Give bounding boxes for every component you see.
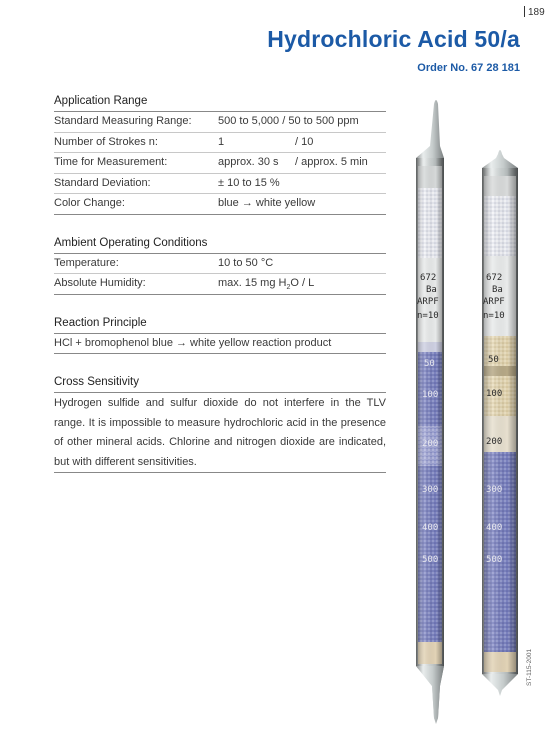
table-row	[54, 274, 386, 295]
reaction-principle-section	[54, 314, 386, 355]
ambient-conditions-section	[54, 234, 386, 295]
scale-mark: 300	[486, 485, 503, 495]
reaction-text	[54, 334, 386, 355]
scale-mark: 100	[486, 389, 503, 399]
row-value	[218, 133, 386, 153]
row-value: 10 to 50 °C	[218, 256, 274, 269]
humidity-post: O / L	[290, 277, 315, 289]
scale-mark: 200	[422, 439, 439, 449]
row-value-b: / 10	[295, 135, 314, 148]
left-tube	[416, 100, 444, 724]
scale-mark: 400	[486, 523, 503, 533]
page-number-text: 189	[528, 7, 545, 18]
table-row	[54, 153, 386, 174]
page-number	[524, 6, 545, 18]
row-value: blue → white yellow	[218, 197, 316, 209]
row-label: Temperature:	[54, 256, 119, 269]
humidity-sub: 2	[286, 284, 291, 292]
tube-label-line: Ba	[426, 285, 437, 295]
right-tube	[482, 150, 518, 696]
scale-mark: 200	[486, 437, 503, 447]
table-row	[54, 254, 386, 275]
scale-mark: 500	[422, 555, 439, 565]
spec-content	[54, 92, 386, 492]
row-value-a: 1	[218, 135, 225, 148]
scale-mark: 50	[488, 355, 499, 365]
scale-mark: 400	[422, 523, 439, 533]
row-label: Number of Strokes n:	[54, 135, 158, 148]
reaction-value: HCl + bromophenol blue → white yellow reaction product	[54, 336, 332, 349]
tube-label-line: 672	[420, 273, 437, 283]
scale-mark: 100	[422, 390, 439, 400]
row-value-a: approx. 30 s	[218, 156, 279, 168]
row-label: Color Change:	[54, 197, 125, 209]
detector-tubes-image	[396, 96, 536, 726]
table-row	[54, 174, 386, 195]
tube-label-line: 672	[486, 273, 503, 283]
tube-label-line: ARPF	[417, 297, 439, 307]
left-tube-label	[417, 273, 439, 321]
row-label: Time for Measurement:	[54, 156, 168, 168]
application-range-section	[54, 92, 386, 215]
tube-label-line: n=10	[483, 311, 505, 321]
humidity-pre: max. 15 mg H	[218, 277, 287, 289]
scale-mark: 50	[424, 359, 435, 369]
figure-code: ST-115-2001	[526, 648, 533, 686]
table-row	[54, 112, 386, 133]
cross-sensitivity-text: Hydrogen sulfide and sulfur dioxide do not interfere in the TLV range. It is impossible to measure hydrochloric acid in the presence of other mineral acids. Chlorine and nitrogen dioxide are indicated, but with different sensitivities.	[54, 393, 386, 473]
section-heading: Cross Sensitivity	[54, 373, 386, 393]
scale-mark: 300	[422, 485, 439, 495]
cross-sensitivity-section	[54, 373, 386, 473]
row-label: Absolute Humidity:	[54, 277, 146, 289]
scale-mark: 500	[486, 555, 503, 565]
tube-label-line: Ba	[492, 285, 503, 295]
row-label: Standard Measuring Range:	[54, 115, 192, 127]
row-value	[218, 274, 386, 294]
row-value: ± 10 to 15 %	[218, 176, 280, 189]
table-row	[54, 133, 386, 154]
section-heading: Application Range	[54, 92, 386, 112]
row-value: 500 to 5,000 / 50 to 500 ppm	[218, 115, 359, 127]
row-value-b: / approx. 5 min	[295, 156, 368, 168]
section-heading: Reaction Principle	[54, 314, 386, 334]
row-value	[218, 153, 386, 173]
tube-label-line: ARPF	[483, 297, 505, 307]
order-number: Order No. 67 28 181	[417, 62, 520, 74]
section-heading: Ambient Operating Conditions	[54, 234, 386, 254]
table-row	[54, 194, 386, 215]
row-label: Standard Deviation:	[54, 176, 151, 189]
tube-label-line: n=10	[417, 311, 439, 321]
right-tube-label	[483, 273, 505, 321]
page-title: Hydrochloric Acid 50/a	[267, 26, 520, 52]
